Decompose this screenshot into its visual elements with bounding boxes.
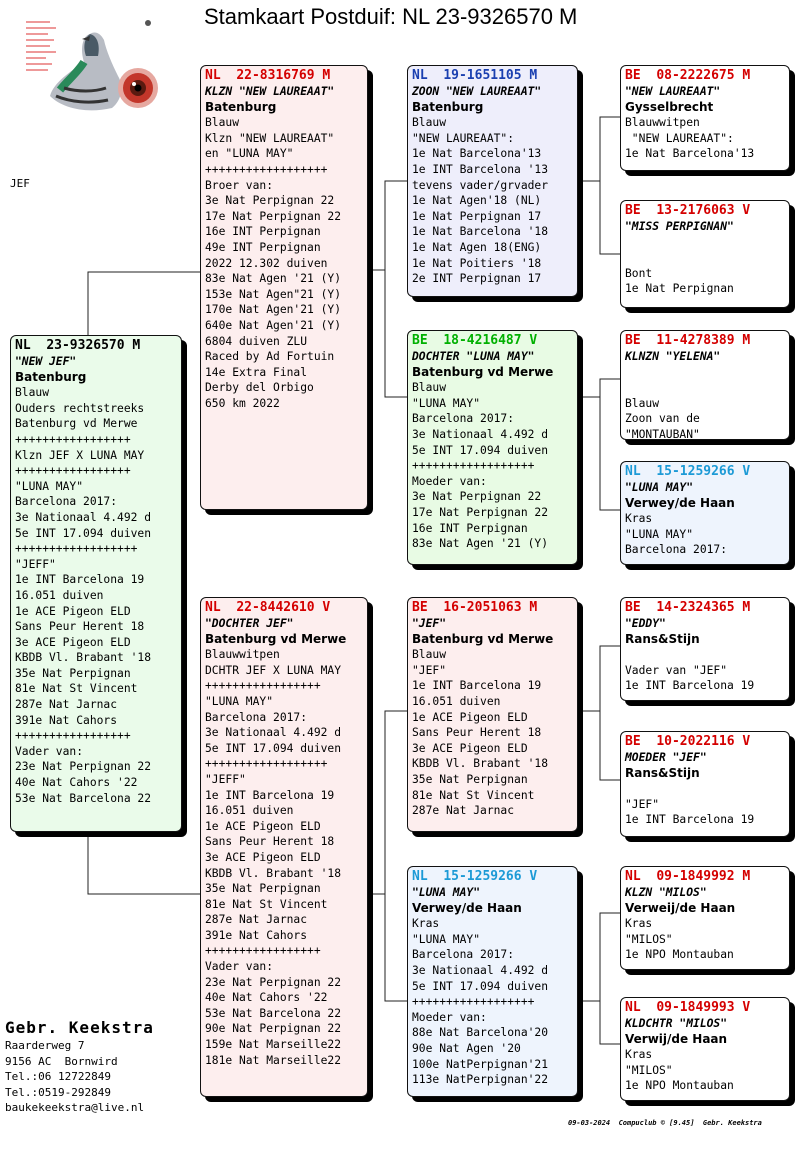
- pedigree-line: 1e INT Barcelona 19: [625, 679, 755, 693]
- sex-marker: V: [529, 869, 538, 884]
- sex-marker: M: [529, 600, 538, 615]
- owner-info: [5, 1018, 154, 1116]
- pedigree-line: [625, 647, 785, 663]
- pedigree-line: Bont: [625, 266, 653, 280]
- pedigree-line: 83e Nat Agen '21 (Y): [205, 272, 342, 286]
- pedigree-line: 159e Nat Marseille22: [205, 1038, 342, 1052]
- pedigree-line: 100e NatPerpignan'21: [412, 1057, 549, 1071]
- pedigree-line: KBDB Vl. Brabant '18: [205, 866, 342, 880]
- pedigree-line: 16.051 duiven: [412, 694, 501, 708]
- page-title: Stamkaart Postduif: NL 23-9326570 M: [204, 4, 578, 29]
- pedigree-line: 650 km 2022: [205, 396, 280, 410]
- pedigree-line: 287e Nat Jarnac: [15, 698, 118, 712]
- pedigree-line: "MILOS": [625, 1063, 673, 1077]
- pedigree-line: Klzn JEF X LUNA MAY: [15, 448, 145, 462]
- pedigree-line: Kras: [625, 917, 653, 931]
- pedigree-line: 170e Nat Agen'21 (Y): [205, 303, 342, 317]
- sex-marker: M: [132, 338, 141, 353]
- pedigree-line: 153e Nat Agen"21 (Y): [205, 287, 342, 301]
- pedigree-line: 23e Nat Perpignan 22: [15, 760, 152, 774]
- pedigree-line: Moeder van:: [412, 474, 487, 488]
- pedigree-line: 1e ACE Pigeon ELD: [412, 710, 528, 724]
- sex-marker: V: [322, 600, 331, 615]
- owner-city: 9156 AC Bornwird: [5, 1054, 118, 1068]
- breeder-name: Gysselbrecht: [625, 99, 714, 114]
- pedigree-line: Barcelona 2017:: [15, 495, 118, 509]
- pedigree-line: 90e Nat Agen '20: [412, 1041, 521, 1055]
- pedigree-line: 1e Nat Perpignan: [625, 282, 734, 296]
- pedigree-line: "JEF": [625, 797, 660, 811]
- pedigree-line: +++++++++++++++++: [205, 944, 321, 958]
- pedigree-line: "MONTAUBAN": [625, 427, 700, 440]
- pedigree-line: 3e ACE Pigeon ELD: [205, 850, 321, 864]
- pedigree-line: Zoon van de: [625, 412, 700, 426]
- ring-number: 23-9326570: [46, 338, 125, 353]
- pedigree-line: 3e ACE Pigeon ELD: [15, 635, 131, 649]
- pedigree-line: 5e INT 17.094 duiven: [205, 741, 342, 755]
- pigeon-card-fmm[interactable]: [620, 461, 790, 565]
- pedigree-line: KBDB Vl. Brabant '18: [15, 651, 152, 665]
- pedigree-line: Blauw: [412, 648, 447, 662]
- pedigree-line: Kras: [412, 917, 440, 931]
- pedigree-line: 391e Nat Cahors: [205, 928, 308, 942]
- ring-number: 18-4216487: [443, 333, 522, 348]
- ring-prefix: NL: [205, 600, 221, 615]
- ring-number: 22-8316769: [236, 68, 315, 83]
- pedigree-line: 81e Nat St Vincent: [205, 897, 328, 911]
- sex-marker: V: [742, 464, 751, 479]
- pedigree-line: 2e INT Perpignan 17: [412, 272, 542, 286]
- pedigree-line: 3e Nationaal 4.492 d: [15, 510, 152, 524]
- pedigree-line: 81e Nat St Vincent: [15, 682, 138, 696]
- ring-number: 22-8442610: [236, 600, 315, 615]
- pedigree-line: 1e ACE Pigeon ELD: [205, 819, 321, 833]
- pedigree-line: "JEFF": [205, 772, 246, 786]
- pedigree-line: en "LUNA MAY": [205, 147, 294, 161]
- pedigree-line: "NEW LAUREAAT":: [412, 131, 515, 145]
- pedigree-line: tevens vader/grvader: [412, 178, 549, 192]
- breeder-name: Rans&Stijn: [625, 765, 700, 780]
- pedigree-line: 14e Extra Final: [205, 365, 308, 379]
- breeder-name: Verwij/de Haan: [625, 1031, 728, 1046]
- pedigree-line: 17e Nat Perpignan 22: [205, 209, 342, 223]
- sex-marker: M: [742, 333, 751, 348]
- breeder-name: Batenburg vd Merwe: [205, 631, 347, 646]
- sex-marker: M: [742, 869, 751, 884]
- pedigree-line: 287e Nat Jarnac: [412, 804, 515, 818]
- pedigree-line: ++++++++++++++++++: [205, 757, 328, 771]
- pedigree-line: 1e INT Barcelona 19: [205, 788, 335, 802]
- sex-marker: V: [742, 203, 751, 218]
- ring-number: 09-1849992: [656, 869, 735, 884]
- ring-prefix: BE: [625, 333, 641, 348]
- pedigree-line: 1e Nat Barcelona'13: [625, 147, 755, 161]
- ring-number: 11-4278389: [656, 333, 735, 348]
- pedigree-line: 3e Nat Perpignan 22: [412, 490, 542, 504]
- pigeon-card-fff[interactable]: [620, 65, 790, 171]
- pigeon-card-maternal-grandmother[interactable]: [407, 866, 578, 1097]
- pedigree-line: Vader van:: [205, 960, 274, 974]
- pedigree-line: 17e Nat Perpignan 22: [412, 505, 549, 519]
- breeder-name: [625, 365, 785, 381]
- owner-name: Gebr. Keekstra: [5, 1018, 154, 1037]
- breeder-name: Batenburg: [15, 369, 87, 384]
- pedigree-line: 3e Nationaal 4.492 d: [412, 427, 549, 441]
- pedigree-line: 181e Nat Marseille22: [205, 1053, 342, 1067]
- pedigree-line: DCHTR JEF X LUNA MAY: [205, 663, 342, 677]
- pedigree-line: Raced by Ad Fortuin: [205, 350, 335, 364]
- pedigree-line: 1e INT Barcelona 19: [625, 813, 755, 827]
- ring-prefix: NL: [625, 869, 641, 884]
- ring-prefix: NL: [412, 68, 428, 83]
- pedigree-line: Barcelona 2017:: [625, 543, 728, 557]
- pigeon-name: "LUNA MAY": [625, 481, 694, 494]
- ring-number: 08-2222675: [656, 68, 735, 83]
- pedigree-line: Blauwwitpen: [625, 116, 700, 130]
- pedigree-line: 16.051 duiven: [15, 588, 104, 602]
- pedigree-line: Vader van "JEF": [625, 663, 728, 677]
- pigeon-name: MOEDER "JEF": [625, 751, 707, 764]
- pedigree-line: Blauw: [15, 386, 50, 400]
- ring-prefix: NL: [625, 464, 641, 479]
- ring-number: 19-1651105: [443, 68, 522, 83]
- pigeon-card-maternal-grandfather[interactable]: [407, 597, 578, 832]
- breeder-name: Verweij/de Haan: [625, 900, 736, 915]
- pedigree-line: 391e Nat Cahors: [15, 713, 118, 727]
- pedigree-line: 1e INT Barcelona 19: [412, 679, 542, 693]
- pigeon-name: ZOON "NEW LAUREAAT": [412, 85, 542, 98]
- pedigree-line: "LUNA MAY": [412, 932, 481, 946]
- owner-tel-2: Tel.:0519-292849: [5, 1085, 111, 1099]
- pigeon-card-main[interactable]: [10, 335, 182, 832]
- ring-prefix: BE: [625, 68, 641, 83]
- pedigree-line: 35e Nat Perpignan: [205, 882, 321, 896]
- pedigree-line: 1e NPO Montauban: [625, 1079, 734, 1093]
- ring-prefix: NL: [625, 1000, 641, 1015]
- ring-prefix: BE: [625, 600, 641, 615]
- pedigree-line: 1e Nat Agen'18 (NL): [412, 194, 542, 208]
- ring-prefix: NL: [205, 68, 221, 83]
- sex-marker: M: [742, 68, 751, 83]
- pigeon-name: KLZN "MILOS": [625, 886, 707, 899]
- sex-marker: M: [322, 68, 331, 83]
- pedigree-line: Barcelona 2017:: [205, 710, 308, 724]
- pigeon-card-paternal-grandfather[interactable]: [407, 65, 578, 297]
- pedigree-line: [625, 781, 785, 797]
- sex-marker: V: [742, 1000, 751, 1015]
- sex-marker: M: [529, 68, 538, 83]
- pedigree-line: 83e Nat Agen '21 (Y): [412, 537, 549, 551]
- ring-prefix: BE: [412, 333, 428, 348]
- pedigree-line: ++++++++++++++++++: [412, 459, 535, 473]
- owner-email: baukekeekstra@live.nl: [5, 1101, 145, 1114]
- pedigree-line: 35e Nat Perpignan: [412, 772, 528, 786]
- pedigree-line: 5e INT 17.094 duiven: [412, 979, 549, 993]
- pedigree-line: Kras: [625, 1048, 653, 1062]
- ring-prefix: BE: [625, 203, 641, 218]
- pigeon-card-ffm[interactable]: [620, 200, 790, 308]
- pedigree-line: 1e Nat Poitiers '18: [412, 256, 542, 270]
- breeder-name: Rans&Stijn: [625, 631, 700, 646]
- pedigree-line: 5e INT 17.094 duiven: [412, 443, 549, 457]
- sex-marker: M: [742, 600, 751, 615]
- pedigree-line: Blauw: [205, 116, 240, 130]
- breeder-name: Batenburg: [412, 99, 484, 114]
- sex-marker: V: [742, 734, 751, 749]
- print-footer: 09-03-2024 Compuclub © [9.45] Gebr. Keekstra: [568, 1119, 762, 1127]
- pigeon-card-father[interactable]: [200, 65, 368, 510]
- ring-number: 10-2022116: [656, 734, 735, 749]
- pedigree-line: Ouders rechtstreeks: [15, 401, 145, 415]
- pedigree-line: 1e Nat Barcelona '18: [412, 225, 549, 239]
- pigeon-card-mother[interactable]: [200, 597, 368, 1097]
- pedigree-line: "LUNA MAY": [15, 479, 84, 493]
- pedigree-line: 1e NPO Montauban: [625, 948, 734, 962]
- pedigree-line: KBDB Vl. Brabant '18: [412, 757, 549, 771]
- pedigree-line: 640e Nat Agen'21 (Y): [205, 318, 342, 332]
- ring-number: 15-1259266: [443, 869, 522, 884]
- pigeon-card-paternal-grandmother[interactable]: [407, 330, 578, 565]
- pigeon-card-mmf[interactable]: [620, 866, 790, 970]
- pigeon-card-fmf[interactable]: [620, 330, 790, 440]
- pigeon-name: "NEW LAUREAAT": [625, 85, 721, 98]
- pedigree-line: +++++++++++++++++: [15, 729, 131, 743]
- pedigree-line: Blauw: [412, 381, 447, 395]
- breeder-name: Batenburg vd Merwe: [412, 631, 554, 646]
- pedigree-line: 287e Nat Jarnac: [205, 913, 308, 927]
- pedigree-line: "LUNA MAY": [205, 694, 274, 708]
- ring-number: 13-2176063: [656, 203, 735, 218]
- pigeon-name: "LUNA MAY": [412, 886, 481, 899]
- pigeon-name: "JEF": [412, 617, 447, 630]
- pedigree-line: Blauw: [625, 396, 660, 410]
- pigeon-name: "MISS PERPIGNAN": [625, 220, 734, 233]
- pedigree-line: 16e INT Perpignan: [205, 225, 321, 239]
- pedigree-line: Sans Peur Herent 18: [205, 835, 335, 849]
- pedigree-line: Broer van:: [205, 178, 274, 192]
- pedigree-line: "NEW LAUREAAT":: [625, 131, 734, 145]
- sex-marker: V: [529, 333, 538, 348]
- pedigree-line: 1e Nat Perpignan 17: [412, 209, 542, 223]
- pedigree-line: 16.051 duiven: [205, 804, 294, 818]
- breeder-name: Verwey/de Haan: [625, 495, 735, 510]
- ring-prefix: BE: [625, 734, 641, 749]
- ring-number: 15-1259266: [656, 464, 735, 479]
- pedigree-line: 53e Nat Barcelona 22: [205, 1006, 342, 1020]
- pedigree-line: 40e Nat Cahors '22: [205, 991, 328, 1005]
- pedigree-line: "JEFF": [15, 557, 56, 571]
- pedigree-line: ++++++++++++++++++: [15, 542, 138, 556]
- pedigree-line: 40e Nat Cahors '22: [15, 776, 138, 790]
- pedigree-line: Vader van:: [15, 744, 84, 758]
- pedigree-line: Klzn "NEW LAUREAAT": [205, 131, 335, 145]
- pedigree-line: 35e Nat Perpignan: [15, 666, 131, 680]
- pedigree-line: 1e INT Barcelona 19: [15, 573, 145, 587]
- pedigree-line: 113e NatPerpignan'22: [412, 1073, 549, 1087]
- pedigree-line: 3e Nationaal 4.492 d: [412, 963, 549, 977]
- pedigree-line: 81e Nat St Vincent: [412, 788, 535, 802]
- pedigree-line: "LUNA MAY": [412, 396, 481, 410]
- pedigree-line: 23e Nat Perpignan 22: [205, 975, 342, 989]
- pigeon-name: KLDCHTR "MILOS": [625, 1017, 728, 1030]
- pedigree-line: "JEF": [412, 663, 447, 677]
- pigeon-name: KLNZN "YELENA": [625, 350, 721, 363]
- ring-number: 09-1849993: [656, 1000, 735, 1015]
- pedigree-line: Barcelona 2017:: [412, 412, 515, 426]
- pedigree-line: "LUNA MAY": [625, 527, 694, 541]
- pedigree-line: 16e INT Perpignan: [412, 521, 528, 535]
- pigeon-name: DOCHTER "LUNA MAY": [412, 350, 535, 363]
- pigeon-card-mff[interactable]: [620, 597, 790, 701]
- pedigree-line: 2022 12.302 duiven: [205, 256, 328, 270]
- pedigree-line: [625, 250, 785, 266]
- owner-tel-1: Tel.:06 12722849: [5, 1070, 111, 1083]
- pedigree-line: 1e INT Barcelona '13: [412, 162, 549, 176]
- breeder-name: Verwey/de Haan: [412, 900, 522, 915]
- pigeon-card-mfm[interactable]: [620, 731, 790, 837]
- pedigree-line: ++++++++++++++++++: [205, 162, 328, 176]
- pedigree-line: 49e INT Perpignan: [205, 240, 321, 254]
- pedigree-line: ++++++++++++++++++: [412, 995, 535, 1009]
- pedigree-line: 90e Nat Perpignan 22: [205, 1022, 342, 1036]
- pigeon-name: KLZN "NEW LAUREAAT": [205, 85, 335, 98]
- pigeon-name: "DOCHTER JEF": [205, 617, 294, 630]
- pigeon-name: "NEW JEF": [15, 355, 77, 368]
- pedigree-line: Barcelona 2017:: [412, 948, 515, 962]
- pigeon-name: "EDDY": [625, 617, 666, 630]
- pedigree-line: +++++++++++++++++: [15, 464, 131, 478]
- pedigree-line: Derby del Orbigo: [205, 381, 314, 395]
- ring-prefix: NL: [412, 869, 428, 884]
- pedigree-line: 3e Nationaal 4.492 d: [205, 726, 342, 740]
- pedigree-line: 3e Nat Perpignan 22: [205, 194, 335, 208]
- pedigree-line: Sans Peur Herent 18: [412, 726, 542, 740]
- pedigree-line: 1e ACE Pigeon ELD: [15, 604, 131, 618]
- breeder-name: [625, 235, 785, 251]
- pedigree-line: 53e Nat Barcelona 22: [15, 791, 152, 805]
- pedigree-line: [625, 380, 785, 396]
- pedigree-line: 1e Nat Agen 18(ENG): [412, 240, 542, 254]
- pedigree-line: 88e Nat Barcelona'20: [412, 1026, 549, 1040]
- pigeon-card-mmm[interactable]: [620, 997, 790, 1101]
- pedigree-line: "MILOS": [625, 932, 673, 946]
- ring-number: 16-2051063: [443, 600, 522, 615]
- pedigree-line: Blauw: [412, 116, 447, 130]
- owner-id: JEF: [10, 177, 30, 190]
- pedigree-line: 5e INT 17.094 duiven: [15, 526, 152, 540]
- pedigree-line: Blauwwitpen: [205, 648, 280, 662]
- pedigree-line: 1e Nat Barcelona'13: [412, 147, 542, 161]
- pedigree-line: +++++++++++++++++: [205, 679, 321, 693]
- ring-prefix: NL: [15, 338, 31, 353]
- breeder-name: Batenburg: [205, 99, 277, 114]
- pedigree-line: Moeder van:: [412, 1010, 487, 1024]
- pedigree-line: 3e ACE Pigeon ELD: [412, 741, 528, 755]
- pedigree-line: 6804 duiven ZLU: [205, 334, 308, 348]
- ring-prefix: BE: [412, 600, 428, 615]
- pedigree-line: +++++++++++++++++: [15, 432, 131, 446]
- ring-number: 14-2324365: [656, 600, 735, 615]
- pedigree-line: Sans Peur Herent 18: [15, 620, 145, 634]
- breeder-name: Batenburg vd Merwe: [412, 364, 554, 379]
- pedigree-line: Batenburg vd Merwe: [15, 417, 138, 431]
- owner-address: Raarderweg 7: [5, 1039, 85, 1052]
- pedigree-line: Kras: [625, 512, 653, 526]
